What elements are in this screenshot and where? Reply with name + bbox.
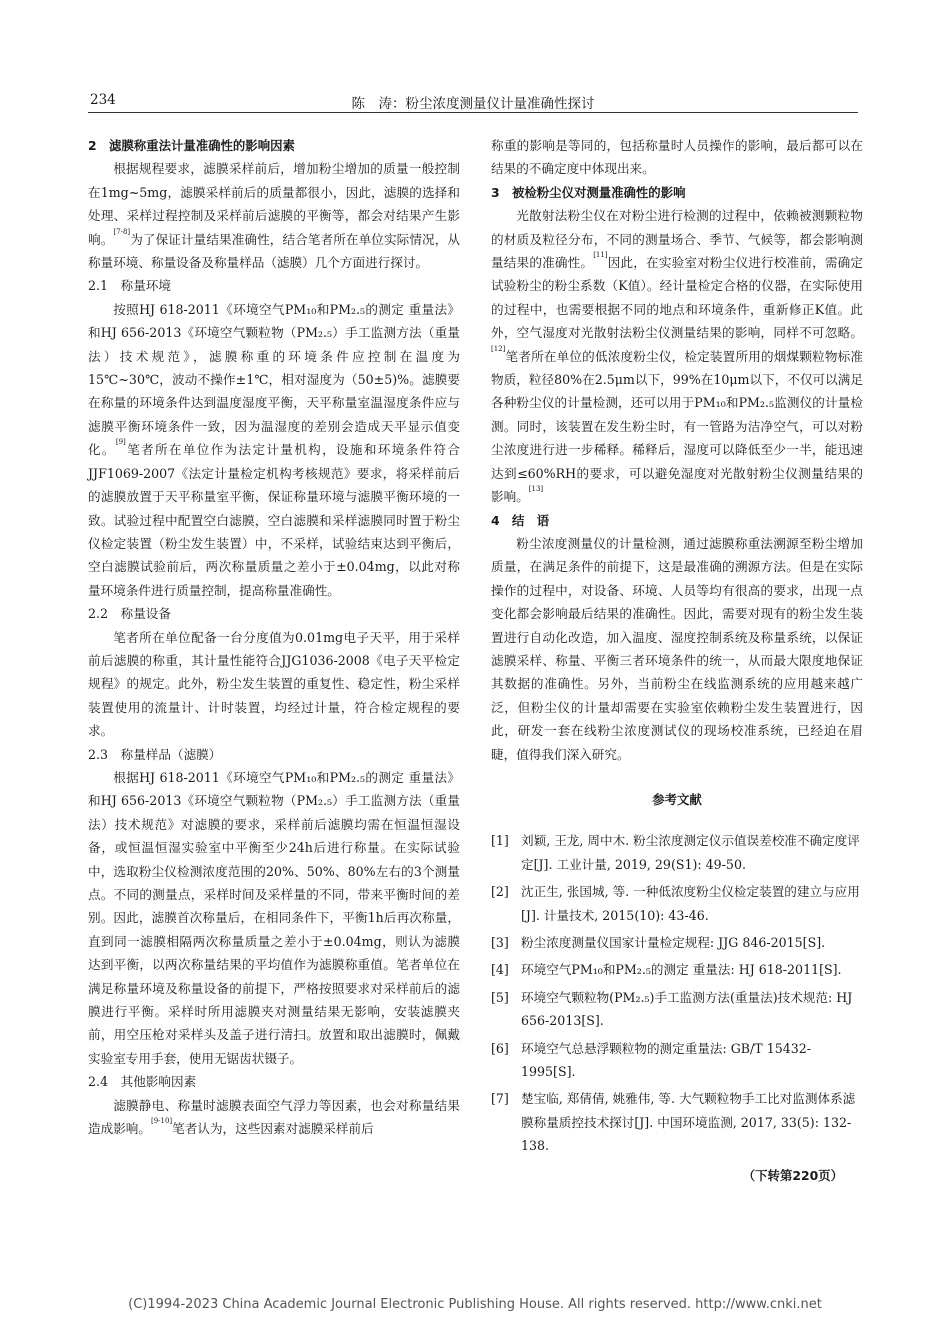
reference-item — [491, 986, 863, 1033]
references-list — [491, 829, 863, 1157]
copyright-footer: (C)1994-2023 China Academic Journal Electronic Publishing House. All rights reserved. http://www.cnki.net — [128, 1297, 822, 1312]
paragraph-text: 笔者认为，这些因素对滤膜采样前后 — [172, 1121, 374, 1137]
reference-text: 粉尘浓度测量仪国家计量检定规程: JJG 846-2015[S]. — [521, 935, 826, 950]
section-heading-2-2: 2.2 称量设备 — [88, 606, 171, 622]
reference-text: 环境空气颗粒物(PM₂.₅)手工监测方法(重量法)技术规范: HJ 656-2013[S]. — [521, 989, 853, 1029]
paragraph: 粉尘浓度测量仪的计量检测，通过滤膜称重法溯源至粉尘增加质量，在满足条件的前提下，这是最准确的溯源方法。但是在实际操作的过程中，对设备、环境、人员等均有很高的要求，出现一点变化都会影响最后结果的准确性。因此，需要对现有的粉尘发生装置进行自动化改造，加入温度、湿度控制系统及称量系统，以保证滤膜采样、称量、平衡三者环境条件的统一，从而最大限度地保证其数据的准确性。另外，当前粉尘在线监测系统的应用越来越广泛，但粉尘仪的计量却需要在实验室依赖粉尘发生装置进行，因此，研发一套在线粉尘浓度测试仪的现场校准系统，已经迫在眉睫，值得我们深入研究。 — [491, 535, 863, 762]
reference-text: 环境空气总悬浮颗粒物的测定重量法: GB/T 15432-1995[S]. — [521, 1040, 812, 1080]
section-heading-4: 4 结 语 — [491, 512, 550, 528]
paragraph-text: 因此，在实验室对粉尘仪进行校准前，需确定试验粉尘的粉尘系数（K值）。经计量检定合格的仪器，在实际使用的过程中，也需要根据不同的地点和环境条件，重新修正K值。此外，空气湿度对光散射法粉尘仪测量结果的影响，同样不可忽略。 — [491, 255, 864, 341]
reference-text: 楚宝临, 郑倩倩, 姚雅伟, 等. 大气颗粒物手工比对监测体系滤膜称量质控技术探讨[J]. 中国环境监测, 2017, 33(5): 132-138. — [521, 1091, 856, 1154]
paragraph: 根据HJ 618-2011《环境空气PM₁₀和PM₂.₅的测定 重量法》和HJ 656-2013《环境空气颗粒物（PM₂.₅）手工监测方法（重量法）技术规范》对滤膜的要求，采样前后滤膜均需在恒温恒湿设备，或恒温恒湿实验室中平衡至少24h后进行称量。在实际试验中，选取粉尘仪检测浓度范围的20%、50%、80%左右的3个测量点。不同的测量点，采样时间及采样量的不同，带来平衡时间的差别。因此，滤膜首次称量后，在相同条件下，平衡1h后再次称量，直到同一滤膜相隔两次称量质量之差小于±0.04mg，则认为滤膜达到平衡，以两次称量结果的平均值作为滤膜称重值。笔者单位在满足称量环境及称量设备的前提下，严格按照要求对采样前后的滤膜进行平衡。采样时所用滤膜夹对测量结果无影响，安装滤膜夹前，用空压枪对采样头及盖子进行清扫。放置和取出滤膜时，佩戴实验室专用手套，使用无锯齿状镊子。 — [88, 769, 460, 1066]
reference-number: [2] — [491, 884, 509, 900]
section-heading-2: 2 滤膜称重法计量准确性的影响因素 — [88, 138, 295, 153]
paragraph-text: 为了保证计量结果准确性，结合笔者所在单位实际情况，从称量环境、称量设备及称量样品（滤膜）几个方面进行探讨。 — [88, 231, 461, 271]
section-heading-2-3: 2.3 称量样品（滤膜） — [88, 746, 222, 762]
right-column — [491, 134, 863, 1187]
reference-item — [491, 1037, 863, 1084]
reference-item — [491, 1087, 863, 1157]
reference-number: [4] — [491, 962, 509, 978]
paragraph-text: 笔者所在单位作为法定计量机构，设施和环境条件符合JJF1069-2007《法定计量检定机构考核规范》要求，将采样前后的滤膜放置于天平称量室平衡，保证称量环境与滤膜平衡环境的一致。试验过程中配置空白滤膜，空白滤膜和采样滤膜同时置于粉尘仪检定装置（粉尘发生装置）中，不采样，试验结束达到平衡后，空白滤膜试验前后，两次称量质量之差小于±0.04mg，以此对称量环境条件进行质量控制，提高称量准确性。 — [88, 442, 461, 598]
citation: [9] — [115, 438, 126, 447]
reference-number: [7] — [491, 1091, 509, 1107]
section-heading-3: 3 被检粉尘仪对测量准确性的影响 — [491, 184, 686, 200]
paragraph-text: 笔者所在单位的低浓度粉尘仪，检定装置所用的烟煤颗粒物标准物质，粒径80%在2.5μm以下，99%在10μm以下，不仅可以满足各种粉尘仪的计量检测，还可以用于PM₁₀和PM₂.₅监测仪的计量检测。同时，该装置在发生粉尘时，有一管路为洁净空气，可以对粉尘浓度进行进一步稀释。稀释后，湿度可以降低至少一半，能迅速达到≤60%RH的要求，可以避免湿度对光散射粉尘仪测量结果的影响。 — [491, 348, 863, 505]
citation: [9-10] — [150, 1117, 173, 1126]
section-heading-2-1: 2.1 称量环境 — [88, 278, 171, 294]
left-column — [88, 134, 460, 1140]
section-heading-2-4: 2.4 其他影响因素 — [88, 1074, 197, 1090]
paragraph-text: 根据规程要求，滤膜采样前后，增加粉尘增加的质量一般控制在1mg~5mg，滤膜采样前后的质量都很小，因此，滤膜的选择和处理、采样过程控制及采样前后滤膜的平衡等，都会对结果产生影响。 — [88, 161, 460, 247]
reference-text: 沈正生, 张国城, 等. 一种低浓度粉尘仪检定装置的建立与应用[J]. 计量技术, 2015(10): 43-46. — [521, 884, 860, 923]
reference-number: [6] — [491, 1040, 509, 1056]
paragraph — [88, 157, 460, 274]
running-header — [88, 92, 858, 113]
citation: [7-8] — [113, 227, 131, 236]
reference-number: [3] — [491, 935, 509, 950]
paragraph: 称重的影响是等同的，包括称量时人员操作的影响，最后都可以在结果的不确定度中体现出来。 — [491, 138, 863, 177]
paragraph-text: 按照HJ 618-2011《环境空气PM₁₀和PM₂.₅的测定 重量法》和HJ 656-2013《环境空气颗粒物（PM₂.₅）手工监测方法（重量法）技术规范》，滤膜称重的环境条件应控制在温度为15℃~30℃，波动不操作±1℃，相对湿度为（50±5)%。滤膜要在称量的环境条件达到温度湿度平衡，天平称量室温湿度条件应与滤膜平衡环境条件一致，因为温湿度的差别会造成天平显示值变化。 — [88, 301, 460, 458]
reference-item — [491, 829, 863, 876]
reference-item — [491, 931, 863, 954]
reference-number: [1] — [491, 833, 509, 849]
paragraph — [491, 204, 863, 508]
paragraph-text: 光散射法粉尘仪在对粉尘进行检测的过程中，依赖被测颗粒物的材质及粒径分布，不同的测量场合、季节、气候等，都会影响测量结果的准确性。 — [491, 208, 863, 271]
running-title: 陈 涛：粉尘浓度测量仪计量准确性探讨 — [351, 96, 595, 112]
citation: [12] — [491, 344, 506, 353]
paragraph-text: 滤膜静电、称量时滤膜表面空气浮力等因素，也会对称量结果造成影响。 — [88, 1097, 460, 1137]
paragraph — [88, 298, 460, 602]
citation: [11] — [593, 251, 608, 260]
reference-item — [491, 958, 863, 981]
paragraph — [88, 1094, 460, 1141]
paragraph: 笔者所在单位配备一台分度值为0.01mg电子天平，用于采样前后滤膜的称重，其计量性能符合JJG1036-2008《电子天平检定规程》的规定。此外，粉尘发生装置的重复性、稳定性，粉尘采样装置使用的流量计、计时装置，均经过计量，符合检定规程的要求。 — [88, 629, 460, 739]
reference-text: 刘颖, 王龙, 周中木. 粉尘浓度测定仪示值误差校准不确定度评定[J]. 工业计量, 2019, 29(S1): 49-50. — [521, 833, 860, 872]
continued-note: （下转第220页） — [742, 1167, 843, 1183]
citation: [13] — [528, 485, 544, 494]
references-title: 参考文献 — [652, 791, 702, 807]
reference-text: 环境空气PM₁₀和PM₂.₅的测定 重量法: HJ 618-2011[S]. — [521, 962, 842, 978]
page-number: 234 — [90, 92, 116, 108]
reference-number: [5] — [491, 989, 509, 1005]
reference-item — [491, 880, 863, 927]
